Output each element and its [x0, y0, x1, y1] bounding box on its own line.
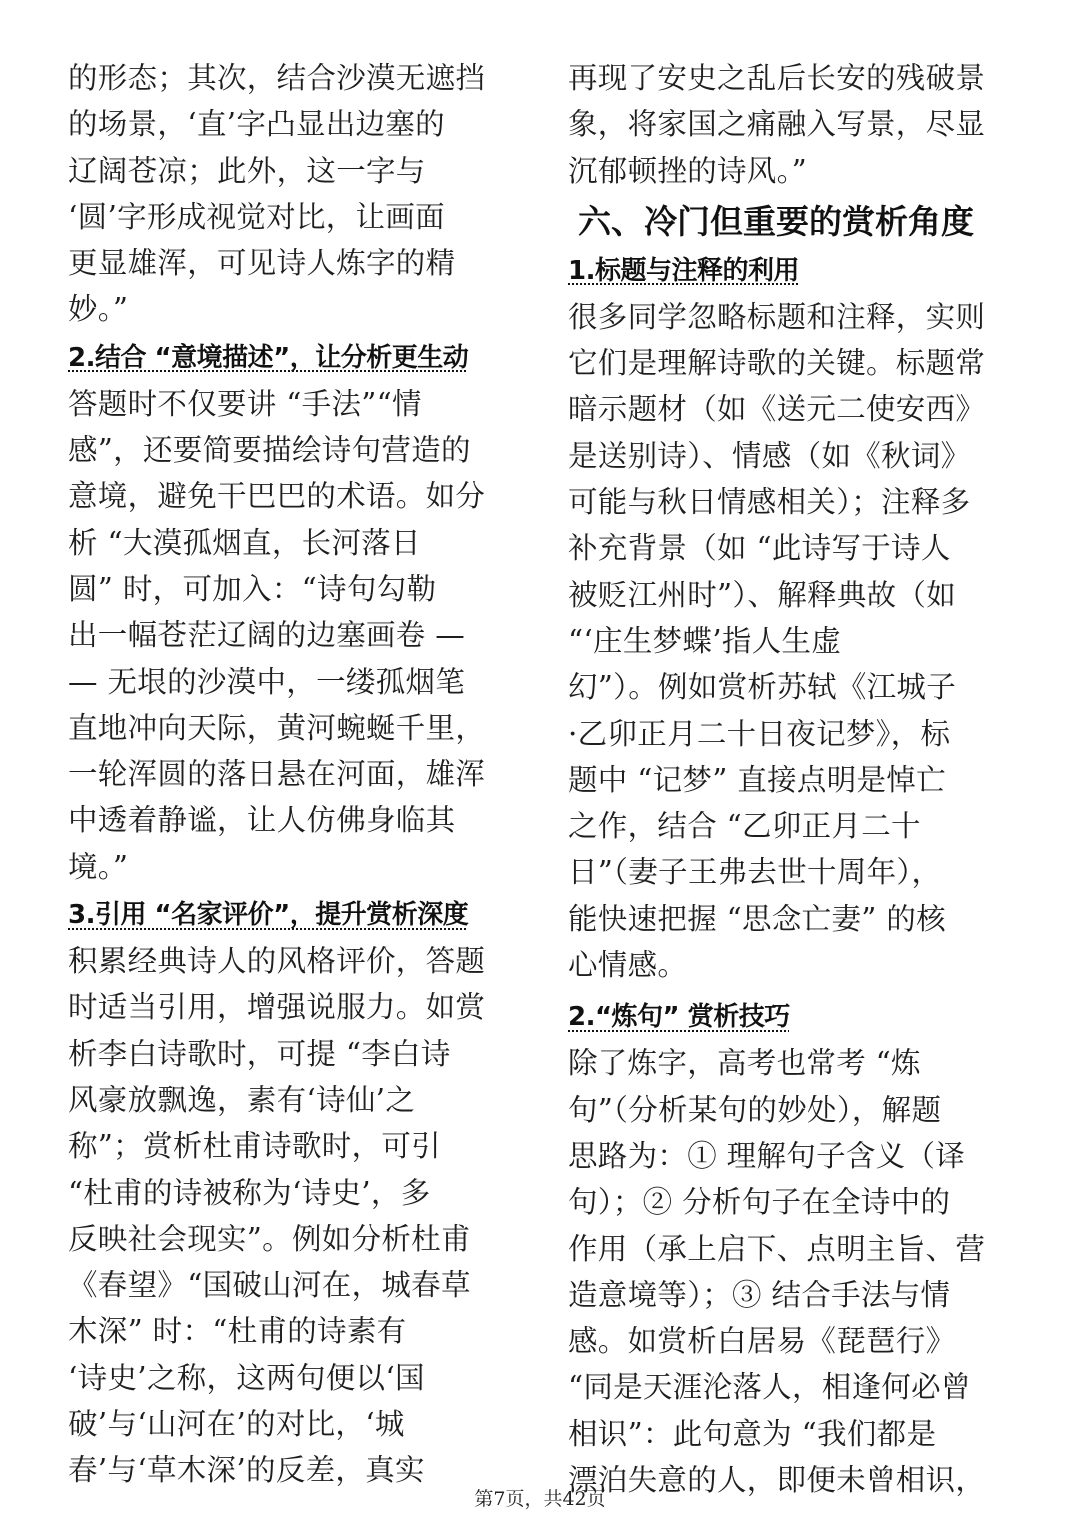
- text-line: 可能与秋日情感相关）；注释多: [568, 485, 971, 520]
- text-line: 积累经典诗人的风格评价，答题: [68, 944, 486, 979]
- text-line: 的形态；其次，结合沙漠无遮挡: [68, 61, 486, 95]
- text-line: 象，将家国之痛融入写景，尽显: [568, 107, 986, 142]
- text-line: 析李白诗歌时，可提 “李白诗: [68, 1036, 451, 1071]
- text-line: 直地冲向天际，黄河蜿蜒千里，: [68, 710, 486, 745]
- text-line: 圆” 时，可加入：“诗句勾勒: [68, 571, 437, 606]
- paragraph-sentence: [568, 1040, 1026, 1503]
- text-line: 更显雄浑，可见诗人炼字的精: [68, 246, 456, 281]
- text-line: 句）；② 分析句子在全诗中的: [568, 1185, 951, 1220]
- text-line: 再现了安史之乱后长安的残破景: [568, 61, 986, 95]
- section-title: 六、冷门但重要的赏析角度: [578, 201, 974, 241]
- text-line: 暗示题材（如《送元二使安西》: [568, 392, 986, 427]
- text-line: 感”，还要简要描绘诗句营造的: [68, 433, 471, 468]
- text-line: 除了炼字，高考也常考 “炼: [568, 1046, 921, 1081]
- text-line: 日”（妻子王弗去世十周年），: [568, 855, 942, 890]
- paragraph-imagery: [68, 381, 526, 890]
- text-line: 幻”）。例如赏析苏轼《江城子: [568, 670, 957, 705]
- text-line: 析 “大漠孤烟直，长河落日: [68, 525, 421, 560]
- paragraph-title-notes: [568, 294, 1026, 988]
- text-line: 能快速把握 “思念亡妻” 的核: [568, 901, 946, 936]
- text-line: ‘圆’字形成视觉对比，让画面: [68, 199, 445, 234]
- page-number: 第7页，共42页: [474, 1488, 606, 1510]
- text-line: 很多同学忽略标题和注释，实则: [568, 299, 986, 334]
- paragraph-continuation: [568, 55, 1026, 194]
- text-line: 时适当引用，增强说服力。如赏: [68, 990, 486, 1025]
- text-line: 反映社会现实”。例如分析杜甫: [68, 1221, 471, 1256]
- text-line: 作用（承上启下、点明主旨、营: [568, 1231, 986, 1266]
- text-line: 补充背景（如 “此诗写于诗人: [568, 531, 951, 566]
- text-line: ·乙卯正月二十日夜记梦》，标: [568, 716, 951, 751]
- text-line: 沉郁顿挫的诗风。”: [568, 153, 808, 188]
- left-column: [68, 55, 526, 1494]
- text-line: 心情感。: [568, 948, 688, 983]
- paragraph-continuation: [68, 55, 526, 333]
- subheading-sentence: 2.“炼句” 赏析技巧: [568, 1002, 790, 1033]
- text-line: 它们是理解诗歌的关键。标题常: [568, 346, 986, 381]
- text-line: 感。如赏析白居易《琵琶行》: [568, 1324, 956, 1359]
- text-line: 漂泊失意的人，即便未曾相识，: [568, 1463, 986, 1498]
- subheading-title-notes: 1.标题与注释的利用: [568, 255, 799, 286]
- text-line: 之作，结合 “乙卯正月二十: [568, 809, 921, 844]
- text-line: 中透着静谧，让人仿佛身临其: [68, 803, 456, 838]
- text-line: 破’与‘山河在’的对比，‘城: [68, 1407, 405, 1442]
- subheading-critics: 3.引用 “名家评价”，提升赏析深度: [68, 900, 469, 931]
- text-line: 风豪放飘逸，素有‘诗仙’之: [68, 1082, 416, 1117]
- subheading-imagery: 2.结合 “意境描述”，让分析更生动: [68, 342, 469, 373]
- text-line: 的场景，‘直’字凸显出边塞的: [68, 107, 445, 142]
- text-line: 题中 “记梦” 直接点明是悼亡: [568, 762, 946, 797]
- text-line: “杜甫的诗被称为‘诗史’，多: [68, 1175, 431, 1210]
- text-line: “‘庄生梦蝶’指人生虚: [568, 623, 842, 658]
- text-line: 一轮浑圆的落日悬在河面，雄浑: [68, 757, 486, 792]
- text-line: 思路为：① 理解句子含义（译: [568, 1138, 966, 1173]
- text-line: 木深” 时：“杜甫的诗素有: [68, 1314, 407, 1349]
- text-line: 称”；赏析杜甫诗歌时，可引: [68, 1129, 441, 1164]
- text-line: 答题时不仅要讲 “手法”“情: [68, 386, 422, 421]
- paragraph-critics: [68, 938, 526, 1494]
- text-line: 造意境等）；③ 结合手法与情: [568, 1277, 951, 1312]
- text-line: 意境，避免干巴巴的术语。如分: [68, 479, 486, 514]
- text-line: 句”（分析某句的妙处），解题: [568, 1092, 942, 1127]
- text-line: 《春望》“国破山河在，城春草: [68, 1268, 471, 1303]
- text-line: 辽阔苍凉；此外，这一字与: [68, 153, 426, 188]
- text-line: 相识”：此句意为 “我们都是: [568, 1416, 937, 1451]
- text-line: 是送别诗）、情感（如《秋词》: [568, 438, 971, 473]
- text-line: “同是天涯沦落人，相逢何必曾: [568, 1370, 971, 1405]
- text-line: ‘诗史’之称，这两句便以‘国: [68, 1360, 425, 1395]
- text-line: 被贬江州时”）、解释典故（如: [568, 577, 957, 612]
- text-line: 妙。”: [68, 292, 129, 327]
- right-column: [568, 55, 1026, 1503]
- text-line: 境。”: [68, 849, 129, 884]
- text-line: 春’与‘草木深’的反差，真实: [68, 1453, 425, 1488]
- text-line: — 无垠的沙漠中，一缕孤烟笔: [68, 664, 466, 699]
- text-line: 出一幅苍茫辽阔的边塞画卷 —: [68, 618, 466, 653]
